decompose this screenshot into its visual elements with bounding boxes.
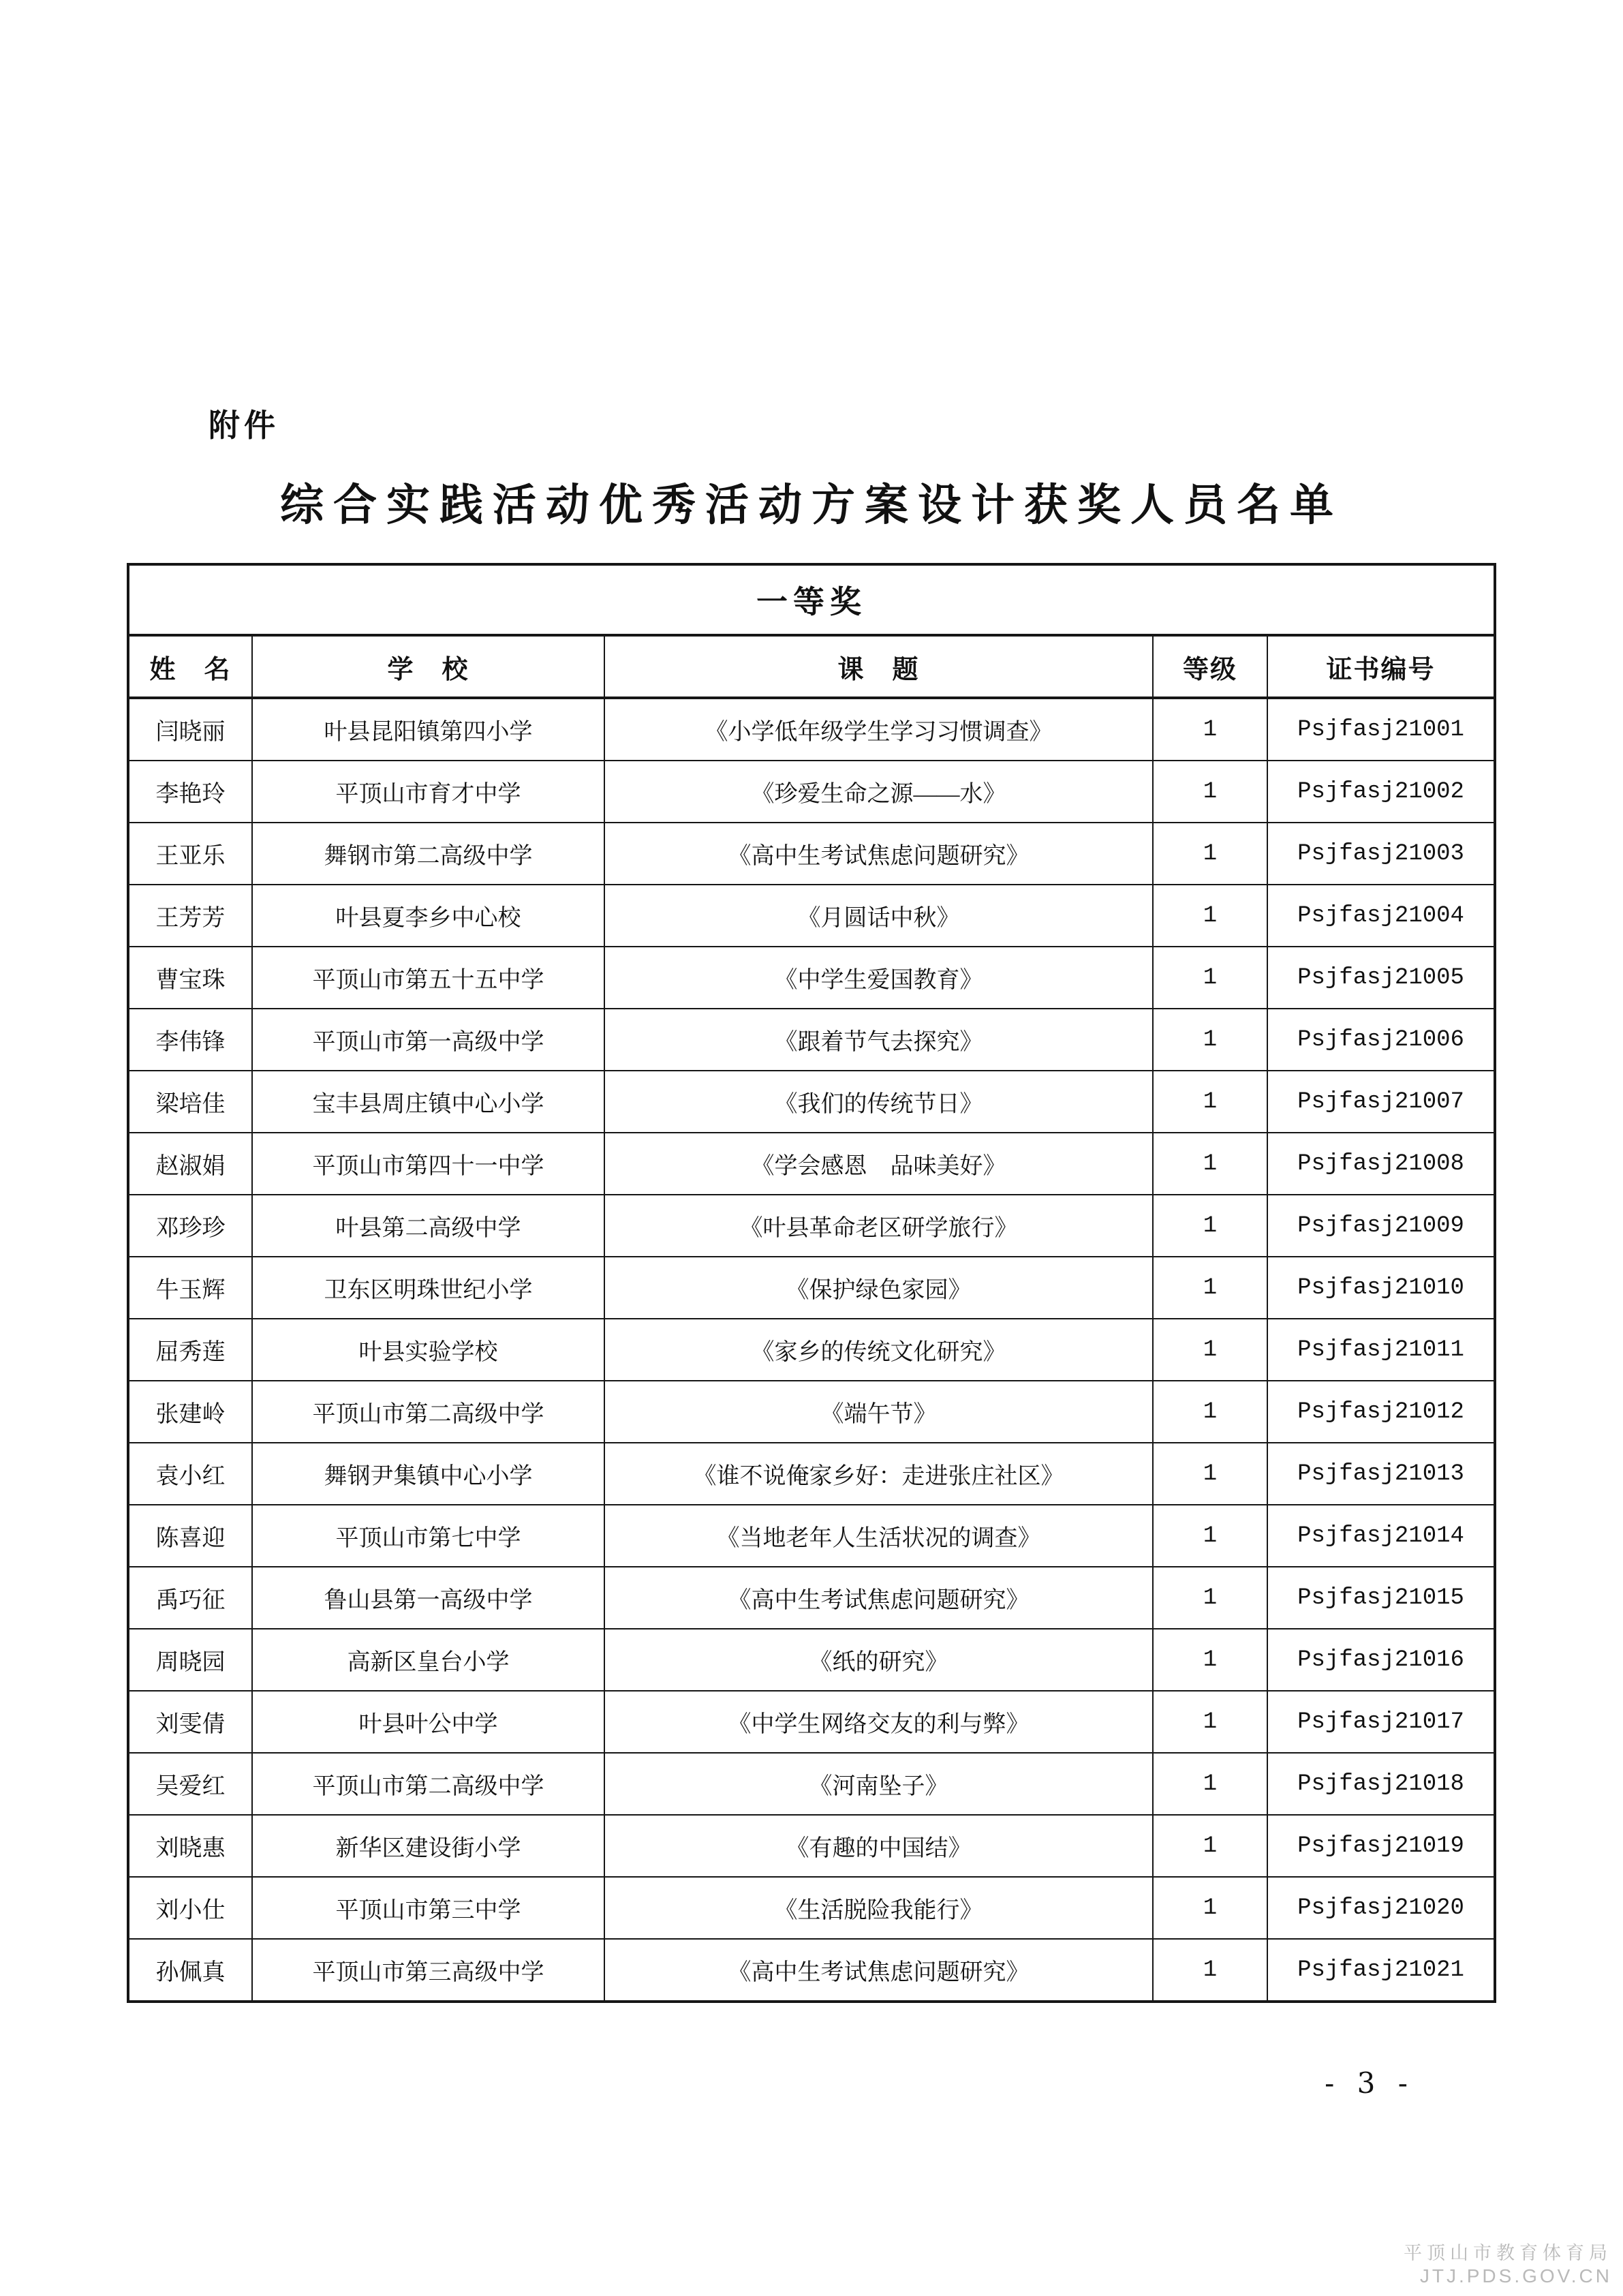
winner-topic: 《高中生考试焦虑问题研究》: [604, 1567, 1153, 1629]
winner-grade: 1: [1153, 1133, 1267, 1195]
winner-topic: 《学会感恩 品味美好》: [604, 1133, 1153, 1195]
column-header-grade: 等级: [1153, 635, 1267, 698]
winner-certificate: Psjfasj21002: [1267, 761, 1495, 823]
winner-school: 平顶山市第一高级中学: [252, 1009, 604, 1071]
winner-school: 平顶山市第四十一中学: [252, 1133, 604, 1195]
winner-name: 曹宝珠: [128, 947, 252, 1009]
winner-topic: 《高中生考试焦虑问题研究》: [604, 1939, 1153, 2002]
winner-school: 卫东区明珠世纪小学: [252, 1257, 604, 1319]
winner-school: 新华区建设街小学: [252, 1815, 604, 1877]
winner-certificate: Psjfasj21015: [1267, 1567, 1495, 1629]
winner-topic: 《有趣的中国结》: [604, 1815, 1153, 1877]
table-row: [128, 885, 1495, 947]
prize-tier-banner: 一等奖: [128, 564, 1495, 635]
winner-topic: 《家乡的传统文化研究》: [604, 1319, 1153, 1381]
winner-name: 王芳芳: [128, 885, 252, 947]
winner-grade: 1: [1153, 1567, 1267, 1629]
winner-name: 闫晓丽: [128, 698, 252, 761]
winner-name: 刘雯倩: [128, 1691, 252, 1753]
winner-topic: 《月圆话中秋》: [604, 885, 1153, 947]
winner-topic: 《当地老年人生活状况的调查》: [604, 1505, 1153, 1567]
winner-grade: 1: [1153, 1877, 1267, 1939]
winner-certificate: Psjfasj21014: [1267, 1505, 1495, 1567]
table-row: [128, 1753, 1495, 1815]
winner-grade: 1: [1153, 1195, 1267, 1257]
table-row: [128, 1877, 1495, 1939]
winner-certificate: Psjfasj21017: [1267, 1691, 1495, 1753]
winner-certificate: Psjfasj21003: [1267, 823, 1495, 885]
winner-certificate: Psjfasj21009: [1267, 1195, 1495, 1257]
winner-topic: 《纸的研究》: [604, 1629, 1153, 1691]
table-row: [128, 1939, 1495, 2002]
winner-topic: 《跟着节气去探究》: [604, 1009, 1153, 1071]
table-row: [128, 1815, 1495, 1877]
winner-grade: 1: [1153, 1257, 1267, 1319]
winner-grade: 1: [1153, 1071, 1267, 1133]
winner-name: 陈喜迎: [128, 1505, 252, 1567]
winner-topic: 《端午节》: [604, 1381, 1153, 1443]
winner-school: 宝丰县周庄镇中心小学: [252, 1071, 604, 1133]
winner-certificate: Psjfasj21010: [1267, 1257, 1495, 1319]
winner-topic: 《谁不说俺家乡好：走进张庄社区》: [604, 1443, 1153, 1505]
winner-school: 叶县昆阳镇第四小学: [252, 698, 604, 761]
table-row: [128, 947, 1495, 1009]
winner-school: 叶县实验学校: [252, 1319, 604, 1381]
winner-certificate: Psjfasj21008: [1267, 1133, 1495, 1195]
winner-school: 鲁山县第一高级中学: [252, 1567, 604, 1629]
winner-certificate: Psjfasj21005: [1267, 947, 1495, 1009]
winner-grade: 1: [1153, 1939, 1267, 2002]
winner-name: 张建岭: [128, 1381, 252, 1443]
winner-school: 平顶山市育才中学: [252, 761, 604, 823]
winner-grade: 1: [1153, 1319, 1267, 1381]
table-row: [128, 1381, 1495, 1443]
winner-topic: 《中学生网络交友的利与弊》: [604, 1691, 1153, 1753]
table-header-row: [128, 635, 1495, 698]
winner-name: 屈秀莲: [128, 1319, 252, 1381]
table-row: [128, 1257, 1495, 1319]
winner-topic: 《生活脱险我能行》: [604, 1877, 1153, 1939]
winner-certificate: Psjfasj21019: [1267, 1815, 1495, 1877]
table-row: [128, 1567, 1495, 1629]
awards-table: [127, 563, 1496, 2003]
table-row: [128, 823, 1495, 885]
winner-topic: 《保护绿色家园》: [604, 1257, 1153, 1319]
winner-school: 叶县叶公中学: [252, 1691, 604, 1753]
table-row: [128, 698, 1495, 761]
winner-school: 高新区皇台小学: [252, 1629, 604, 1691]
winner-school: 平顶山市第二高级中学: [252, 1753, 604, 1815]
winner-grade: 1: [1153, 1443, 1267, 1505]
table-row: [128, 761, 1495, 823]
table-row: [128, 1691, 1495, 1753]
winner-school: 叶县夏李乡中心校: [252, 885, 604, 947]
winner-school: 舞钢市第二高级中学: [252, 823, 604, 885]
winner-topic: 《我们的传统节日》: [604, 1071, 1153, 1133]
winner-name: 梁培佳: [128, 1071, 252, 1133]
winner-topic: 《中学生爱国教育》: [604, 947, 1153, 1009]
winner-certificate: Psjfasj21016: [1267, 1629, 1495, 1691]
page-title: 综合实践活动优秀活动方案设计获奖人员名单: [280, 480, 1343, 530]
winner-name: 禹巧征: [128, 1567, 252, 1629]
winner-school: 平顶山市第二高级中学: [252, 1381, 604, 1443]
winner-grade: 1: [1153, 761, 1267, 823]
winner-name: 吴爱红: [128, 1753, 252, 1815]
winner-grade: 1: [1153, 823, 1267, 885]
winner-certificate: Psjfasj21021: [1267, 1939, 1495, 2002]
winner-certificate: Psjfasj21001: [1267, 698, 1495, 761]
winner-certificate: Psjfasj21018: [1267, 1753, 1495, 1815]
winner-certificate: Psjfasj21007: [1267, 1071, 1495, 1133]
winner-name: 赵淑娟: [128, 1133, 252, 1195]
winner-grade: 1: [1153, 947, 1267, 1009]
winner-grade: 1: [1153, 1691, 1267, 1753]
banner-row: [128, 564, 1495, 635]
winner-name: 刘小仕: [128, 1877, 252, 1939]
winner-grade: 1: [1153, 1505, 1267, 1567]
winner-topic: 《珍爱生命之源——水》: [604, 761, 1153, 823]
winner-name: 孙佩真: [128, 1939, 252, 2002]
table-row: [128, 1071, 1495, 1133]
column-header-school: 学 校: [252, 635, 604, 698]
winner-school: 平顶山市第三中学: [252, 1877, 604, 1939]
winner-name: 李艳玲: [128, 761, 252, 823]
winner-school: 平顶山市第七中学: [252, 1505, 604, 1567]
table-row: [128, 1319, 1495, 1381]
watermark: [1404, 2242, 1612, 2288]
winner-school: 平顶山市第五十五中学: [252, 947, 604, 1009]
table-row: [128, 1133, 1495, 1195]
column-header-name: 姓 名: [128, 635, 252, 698]
table-row: [128, 1443, 1495, 1505]
winner-grade: 1: [1153, 1815, 1267, 1877]
table-row: [128, 1629, 1495, 1691]
winner-certificate: Psjfasj21013: [1267, 1443, 1495, 1505]
winner-certificate: Psjfasj21006: [1267, 1009, 1495, 1071]
winner-topic: 《高中生考试焦虑问题研究》: [604, 823, 1153, 885]
winner-name: 袁小红: [128, 1443, 252, 1505]
winner-name: 李伟锋: [128, 1009, 252, 1071]
column-header-certificate: 证书编号: [1267, 635, 1495, 698]
winner-name: 牛玉辉: [128, 1257, 252, 1319]
winner-topic: 《小学低年级学生学习习惯调查》: [604, 698, 1153, 761]
winner-topic: 《叶县革命老区研学旅行》: [604, 1195, 1153, 1257]
winner-certificate: Psjfasj21020: [1267, 1877, 1495, 1939]
column-header-topic: 课 题: [604, 635, 1153, 698]
winner-grade: 1: [1153, 1753, 1267, 1815]
winner-grade: 1: [1153, 1381, 1267, 1443]
winner-grade: 1: [1153, 885, 1267, 947]
winner-certificate: Psjfasj21011: [1267, 1319, 1495, 1381]
winner-name: 王亚乐: [128, 823, 252, 885]
winner-grade: 1: [1153, 1009, 1267, 1071]
winner-certificate: Psjfasj21012: [1267, 1381, 1495, 1443]
watermark-site-text: JTJ.PDS.GOV.CN: [1419, 2265, 1612, 2286]
winner-grade: 1: [1153, 1629, 1267, 1691]
winner-certificate: Psjfasj21004: [1267, 885, 1495, 947]
winner-school: 叶县第二高级中学: [252, 1195, 604, 1257]
page-number: - 3 -: [1325, 2066, 1415, 2100]
winner-school: 舞钢尹集镇中心小学: [252, 1443, 604, 1505]
winner-name: 刘晓惠: [128, 1815, 252, 1877]
attachment-label: 附件: [208, 408, 279, 443]
watermark-org-text: 平顶山市教育体育局: [1404, 2243, 1612, 2263]
winner-name: 邓珍珍: [128, 1195, 252, 1257]
table-row: [128, 1505, 1495, 1567]
winner-school: 平顶山市第三高级中学: [252, 1939, 604, 2002]
winner-topic: 《河南坠子》: [604, 1753, 1153, 1815]
winner-name: 周晓园: [128, 1629, 252, 1691]
table-row: [128, 1195, 1495, 1257]
table-row: [128, 1009, 1495, 1071]
winner-grade: 1: [1153, 698, 1267, 761]
